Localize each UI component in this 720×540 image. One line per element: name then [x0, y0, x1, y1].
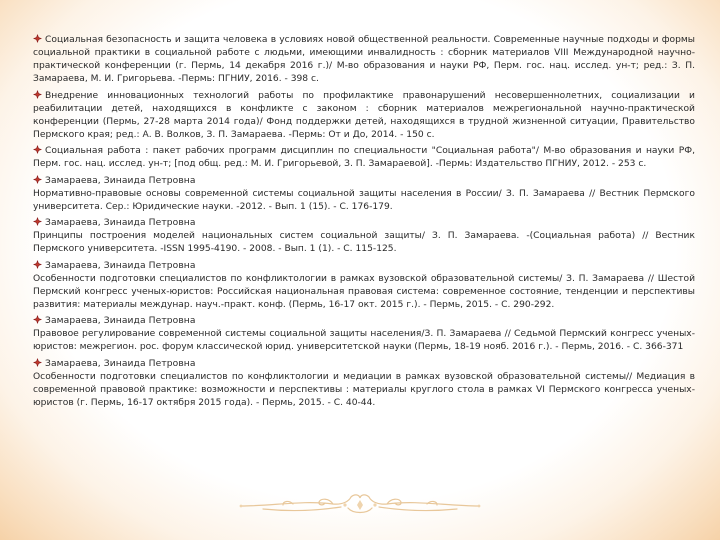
- entry-text: Социальная работа : пакет рабочих программ дисциплин по специальности "Социальная работа"/ М-во образования и науки РФ, Перм. гос. нац. исслед. ун-т; [под общ. ред.: М. И. Григорьевой, З. П. Замараевой]. -Пермь: Издательство ПГНИУ, 2012. - 253 с.: [33, 146, 695, 170]
- bibliography-list: [33, 34, 695, 413]
- entry-author: Замараева, Зинаида Петровна: [45, 316, 196, 327]
- list-item: [33, 315, 695, 354]
- entry-author: Замараева, Зинаида Петровна: [45, 358, 196, 369]
- entry-text: Особенности подготовки специалистов по конфликтологии в рамках вузовской образовательной системы/ З. П. Замараева // Шестой Пермский конгресс ученых-юристов: Российская национальная правовая система: современное состояние, тенденции и перспективы развития: материалы междунар. науч.-практ. конф. (Пермь, 16-17 окт. 2015 г.). - Пермь, 2015. - С. 290-292.: [33, 273, 695, 310]
- entry-text: Социальная безопасность и защита человека в условиях новой общественной реальности. Современные научные подходы и формы социальной практики в социальной работе с людьми, имеющими инвалидность : сборник материалов VIII Международной научно-практической конференции (г. Пермь, 14 декабря 2016 г.)/ М-во образования и науки РФ, Перм. гос. нац. исслед. ун-т; ред.: З. П. Замараева, М. И. Григорьева. -Пермь: ПГНИУ, 2016. - 398 с.: [33, 35, 695, 85]
- diamond-bullet-icon: [33, 217, 42, 226]
- entry-author: Замараева, Зинаида Петровна: [45, 175, 196, 186]
- list-item: [33, 217, 695, 256]
- diamond-bullet-icon: [33, 358, 42, 367]
- diamond-bullet-icon: [33, 315, 42, 324]
- entry-text: Внедрение инновационных технологий работы по профилактике правонарушений несовершеннолетних, социализации и реабилитации детей, находящихся в конфликте с законом : сборник материалов межрегиональной научно-практической конференции (Пермь, 27-28 марта 2014 года)/ Фонд поддержки детей, находящихся в трудной жизненной ситуации, Правительство Пермского края; ред.: А. В. Волков, З. П. Замараева. -Пермь: От и До, 2014. - 150 с.: [33, 90, 695, 141]
- diamond-bullet-icon: [33, 175, 42, 184]
- entry-text: Нормативно-правовые основы современной системы социальной защиты населения в России/ З. П. Замараева // Вестник Пермского университета. Сер.: Юридические науки. -2012. - Вып. 1 (15). - С. 176-179.: [33, 188, 695, 212]
- entry-author: Замараева, Зинаида Петровна: [45, 218, 196, 229]
- diamond-bullet-icon: [33, 90, 42, 99]
- entry-text: Принципы построения моделей национальных систем социальной защиты/ З. П. Замараева. -(Социальная работа) // Вестник Пермского университета. -ISSN 1995-4190. - 2008. - Вып. 1 (1). - С. 115-125.: [33, 231, 695, 255]
- list-item: [33, 260, 695, 313]
- entry-text: Правовое регулирование современной системы социальной защиты населения/З. П. Замараева // Седьмой Пермский конгресс ученых-юристов: межрегион. рос. форум классической юрид. университетской науки (Пермь, 18-19 нояб. 2016 г.). - Пермь, 2016. - С. 366-371: [33, 329, 695, 353]
- list-item: [33, 90, 695, 143]
- list-item: [33, 34, 695, 87]
- diamond-bullet-icon: [33, 145, 42, 154]
- diamond-bullet-icon: [33, 34, 42, 43]
- list-item: [33, 145, 695, 171]
- diamond-bullet-icon: [33, 260, 42, 269]
- list-item: [33, 358, 695, 411]
- entry-text: Особенности подготовки специалистов по конфликтологии и медиации в рамках вузовской образовательной системы// Медиация в современной правовой практике: возможности и перспективы : материалы круглого стола в рамках VI Пермского конгресса ученых-юристов (г. Пермь, 16-17 октября 2015 года). - Пермь, 2015. - С. 40-44.: [33, 371, 695, 409]
- list-item: [33, 175, 695, 214]
- entry-author: Замараева, Зинаида Петровна: [45, 260, 196, 271]
- flourish-divider-icon: [233, 492, 487, 518]
